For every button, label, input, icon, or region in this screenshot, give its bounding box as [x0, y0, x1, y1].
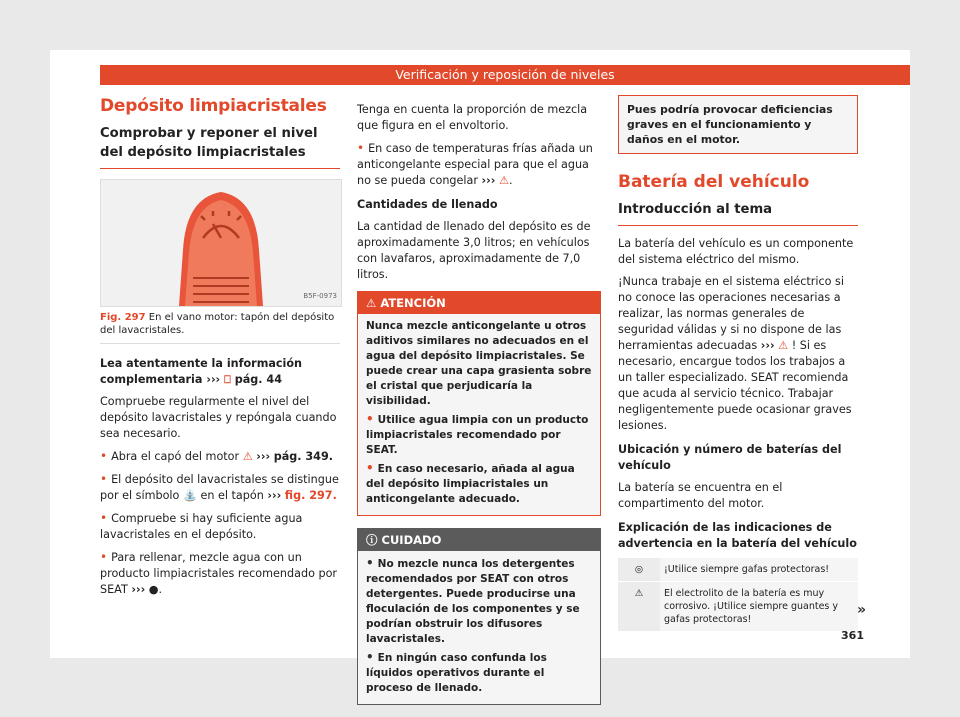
table-row: ⚠ El electrolito de la batería es muy corrosivo. ¡Utilice siempre guantes y gafas protectoras! [618, 582, 858, 632]
caution-body: • No mezcle nunca los detergentes recomendados por SEAT con otros detergentes. Puede producirse una floculación de los componentes y se podrían obstruir los difusores lavacristales. • En ningún caso confunda los líquidos operativos durante el proceso de llenado. [358, 551, 600, 704]
figure-caption [100, 311, 340, 344]
warning-triangle-icon: ⚠ [242, 450, 253, 463]
battery-warning-table [618, 558, 858, 632]
list-item: • El depósito del lavacristales se distingue por el símbolo ⛲ en el tapón ››› fig. 297. [100, 472, 339, 502]
fill-title: Cantidades de llenado [357, 198, 498, 211]
explanation-title: Explicación de las indicaciones de advertencia en la batería del vehículo [618, 521, 857, 550]
continue-mark: » [856, 602, 866, 618]
ref-link[interactable]: fig. 297. [284, 489, 337, 502]
washer-symbol-icon: ⛲ [182, 489, 197, 502]
corrosive-warning-icon: ⚠ [618, 582, 660, 632]
column-2 [357, 102, 601, 717]
warning-triangle-icon: ⚠ [366, 296, 377, 310]
figure-washer-cap [100, 179, 342, 307]
warning-body: Nunca mezcle anticongelante u otros aditivos similares no adecuados en el agua del depósito limpiacristales. Se puede crear una capa grasienta sobre el cristal que perjudicaría la visibilidad. • Utilice agua limpia con un producto limpiacristales recomendado por SEAT. • En caso necesario, añada al agua del depósito limpiacristales un anticongelante adecuado. [358, 314, 600, 515]
list-item: • Abra el capó del motor ⚠ ››› pág. 349. [100, 449, 334, 463]
caution-box [357, 528, 601, 705]
warning-triangle-icon: ⚠ [498, 174, 509, 187]
column-3 [618, 95, 858, 632]
figure-caption-text: En el vano motor: tapón del depósito del lavacristales. [100, 312, 335, 336]
goggles-icon: ◎ [618, 558, 660, 582]
paragraph: ¡Nunca trabaje en el sistema eléctrico si no conoce las operaciones necesarias a realizar, las normas generales de seguridad válidas y si no dispone de las herramientas adecuadas ››› ⚠ ! Si es necesario, encargue todos los trabajos a un taller especializado. SEAT recomienda que acuda al servicio técnico. Trabajar negligentemente puede ocasionar graves lesiones. [618, 275, 852, 432]
info-circle-icon: ⓘ [366, 533, 378, 547]
list-item: • En caso de temperaturas frías añada un anticongelante especial para que el agua no se pueda congelar ››› ⚠. [357, 141, 593, 187]
warning-header: ⚠ ATENCIÓN [358, 292, 600, 314]
page-number: 361 [841, 629, 864, 642]
warning-box [357, 291, 601, 516]
ref-link[interactable]: pág. 349. [273, 450, 334, 463]
subsection-title: Introducción al tema [618, 200, 858, 226]
list-item: • Para rellenar, mezcle agua con un producto limpiacristales recomendado por SEAT ››› ●. [100, 550, 338, 596]
subsection-title: Comprobar y reponer el nivel del depósito limpiacristales [100, 124, 340, 169]
lead-ref[interactable]: pág. 44 [234, 373, 282, 386]
note-text: Pues podría provocar deficiencias graves en el funcionamiento y daños en el motor. [619, 96, 857, 153]
book-icon: ⎕ [224, 373, 231, 386]
manual-page [50, 50, 910, 694]
paragraph: La batería del vehículo es un componente del sistema eléctrico del mismo. [618, 237, 854, 266]
figure-number: Fig. 297 [100, 312, 146, 323]
intro-paragraph: Compruebe regularmente el nivel del depósito lavacristales y repóngala cuando sea necesario. [100, 395, 337, 440]
section-title: Batería del vehículo [618, 172, 810, 192]
list-item: • Compruebe si hay suficiente agua lavacristales en el depósito. [100, 511, 303, 541]
paragraph: Tenga en cuenta la proporción de mezcla que figura en el envoltorio. [357, 103, 588, 132]
column-1 [100, 98, 340, 604]
location-text: La batería se encuentra en el compartimento del motor. [618, 481, 783, 510]
figure-code: B5F-0973 [303, 292, 337, 300]
section-title: Depósito limpiacristales [100, 96, 327, 116]
fill-text: La cantidad de llenado del depósito es de aproximadamente 3,0 litros; en vehículos con lavafaros, aproximadamente de 7,0 litros. [357, 220, 591, 281]
caution-header: ⓘ CUIDADO [358, 529, 600, 551]
info-circle-icon: ● [148, 583, 159, 596]
lead-paragraph: Lea atentamente la información complementaria ››› ⎕ pág. 44 [100, 357, 303, 386]
location-title: Ubicación y número de baterías del vehículo [618, 443, 842, 472]
table-row: ◎ ¡Utilice siempre gafas protectoras! [618, 558, 858, 582]
warning-triangle-icon: ⚠ [778, 339, 789, 352]
section-banner: Verificación y reposición de niveles [100, 65, 910, 85]
ref-arrow: ››› [206, 373, 221, 386]
note-box [618, 95, 858, 154]
